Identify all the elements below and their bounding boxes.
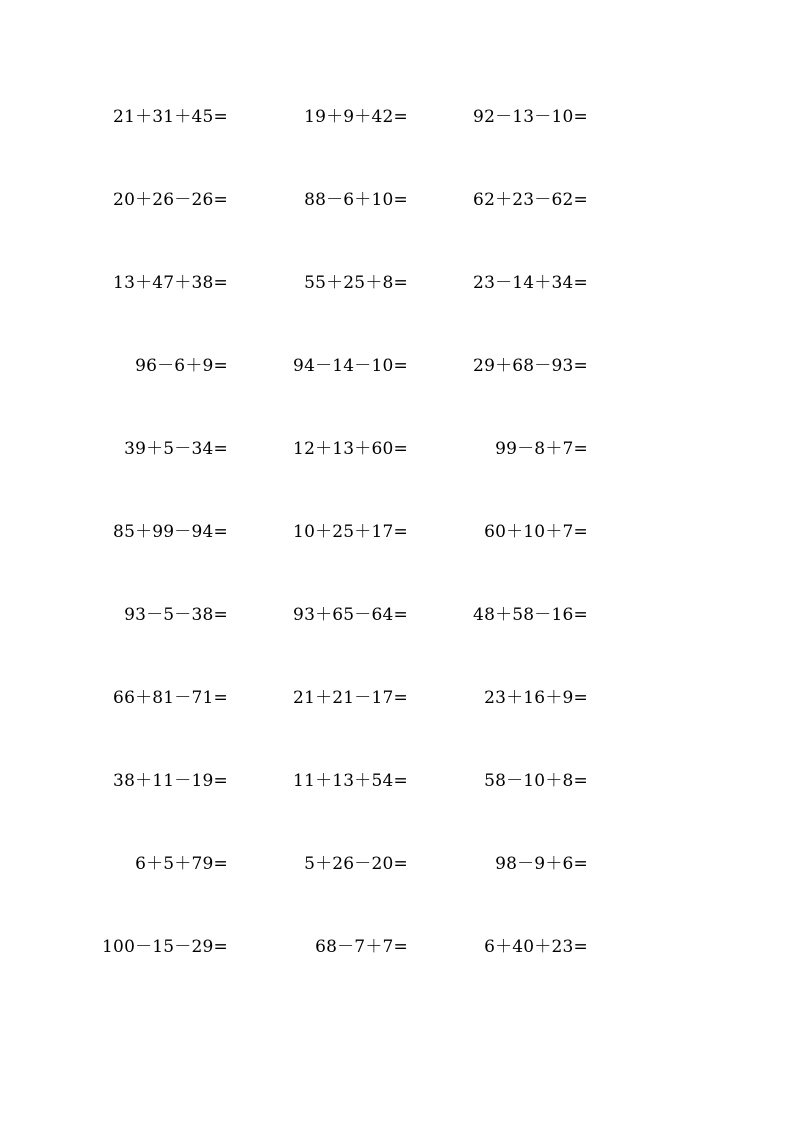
problem-row (0, 518, 794, 601)
problem-row (0, 767, 794, 850)
math-problem: 23－14＋34= (473, 273, 588, 293)
problem-row (0, 850, 794, 933)
math-problem: 38＋11－19= (113, 771, 228, 791)
math-problem: 68－7＋7= (315, 937, 408, 957)
math-problem: 58－10＋8= (484, 771, 588, 791)
problem-row (0, 601, 794, 684)
math-problem: 96－6＋9= (135, 356, 228, 376)
problem-row (0, 269, 794, 352)
math-problem: 92－13－10= (473, 107, 588, 127)
math-problem: 55＋25＋8= (304, 273, 408, 293)
math-problem: 13＋47＋38= (113, 273, 228, 293)
problem-row (0, 103, 794, 186)
problem-row (0, 186, 794, 269)
math-problem: 19＋9＋42= (304, 107, 408, 127)
math-problem: 10＋25＋17= (293, 522, 408, 542)
math-problem: 98－9＋6= (495, 854, 588, 874)
math-problem: 85＋99－94= (113, 522, 228, 542)
math-problem: 88－6＋10= (304, 190, 408, 210)
math-problem: 6＋5＋79= (135, 854, 228, 874)
math-problem: 48＋58－16= (473, 605, 588, 625)
math-problem: 12＋13＋60= (293, 439, 408, 459)
math-problem: 100－15－29= (102, 937, 228, 957)
problem-row (0, 933, 794, 1016)
math-problem: 29＋68－93= (473, 356, 588, 376)
math-problem: 23＋16＋9= (484, 688, 588, 708)
problem-row (0, 352, 794, 435)
math-problem: 94－14－10= (293, 356, 408, 376)
problem-row (0, 684, 794, 767)
math-problem: 93－5－38= (124, 605, 228, 625)
math-problem: 62＋23－62= (473, 190, 588, 210)
math-problem: 11＋13＋54= (293, 771, 408, 791)
math-problem: 20＋26－26= (113, 190, 228, 210)
math-problem: 6＋40＋23= (484, 937, 588, 957)
problem-row (0, 435, 794, 518)
math-problem: 66＋81－71= (113, 688, 228, 708)
math-problem: 99－8＋7= (495, 439, 588, 459)
math-problem: 93＋65－64= (293, 605, 408, 625)
math-problem: 21＋21－17= (293, 688, 408, 708)
math-problem: 39＋5－34= (124, 439, 228, 459)
math-problem: 21＋31＋45= (113, 107, 228, 127)
math-problem: 60＋10＋7= (484, 522, 588, 542)
math-problem: 5＋26－20= (304, 854, 408, 874)
problem-grid (0, 103, 794, 1016)
